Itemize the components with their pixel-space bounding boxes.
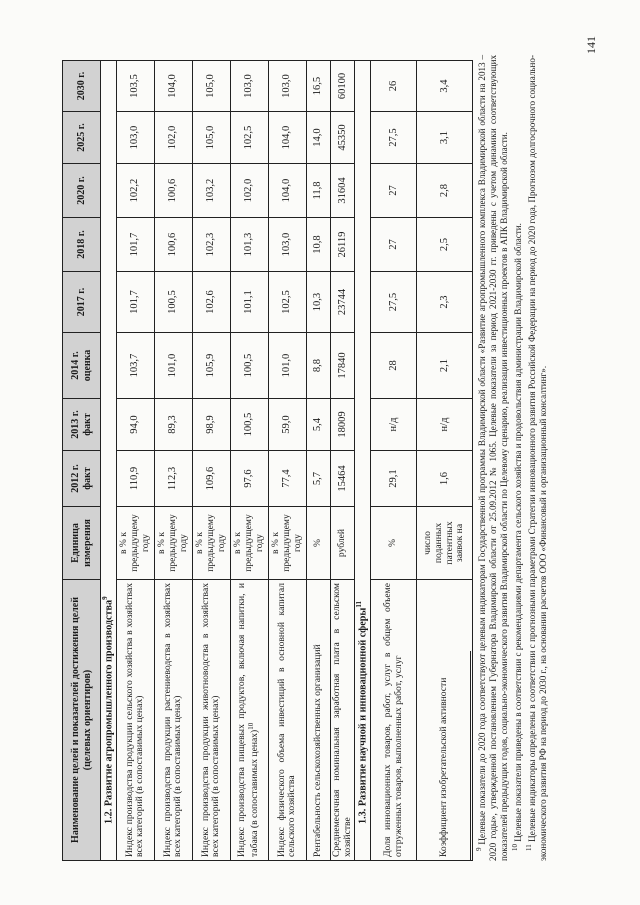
header-name: Наименование целей и показателей достижения целей (целевых ориентиров) — [63, 580, 101, 861]
value-cell: 1,6 — [417, 451, 473, 507]
value-cell: н/д — [371, 399, 417, 451]
value-cell: 2,8 — [417, 164, 473, 218]
indicator-name: Среднемесячная номинальная заработная плата в сельском хозяйстве — [330, 583, 353, 857]
table-row — [417, 61, 473, 861]
value-cell: 112,3 — [154, 451, 192, 507]
footnote-text: Целевые показатели приведены в соответствии с рекомендациями департамента сельского хозяйства и продовольствия администрации Владимирской области. — [512, 223, 523, 842]
indicator-name-cell — [230, 580, 268, 861]
indicator-name: Индекс производства продукции растениеводства в хозяйствах всех категорий (в сопоставимых ценах) — [161, 583, 184, 857]
header-2017: 2017 г. — [63, 272, 101, 333]
section-row — [101, 61, 117, 861]
page-number: 141 — [584, 36, 598, 54]
indicator-name: Индекс производства пищевых продуктов, включая напитки, и табака (в сопоставимых ценах) — [236, 583, 261, 857]
indicator-name: Индекс физического объема инвестиций в основной капитал сельского хозяйства — [275, 583, 298, 857]
value-cell: 100,6 — [154, 164, 192, 218]
footnote-mark: 10 — [510, 844, 519, 851]
footnotes — [470, 55, 550, 861]
value-cell: 102,5 — [268, 272, 306, 333]
value-cell: 100,5 — [230, 333, 268, 399]
value-cell: 18009 — [330, 399, 354, 451]
value-cell: 101,0 — [268, 333, 306, 399]
value-cell: 10,8 — [306, 218, 330, 272]
footnote-text: Целевые индикаторы определены в соответствии с прогнозными параметрами Стратегии инновационного развития Российской Федерации на период до 2020 года, Прогнозом долгосрочного социально-экономического развития РФ на период до 2030 г., на основании расчетов ООО «Финансовый и организационный консалтинг». — [526, 55, 548, 861]
unit-cell: % — [371, 507, 417, 580]
unit-cell: рублей — [330, 507, 354, 580]
indicators-table — [62, 60, 473, 861]
value-cell: 103,0 — [268, 61, 306, 112]
value-cell: 103,5 — [116, 61, 154, 112]
table-header-row — [63, 61, 101, 861]
value-cell: 5,4 — [306, 399, 330, 451]
header-2030: 2030 г. — [63, 61, 101, 112]
value-cell: 16,5 — [306, 61, 330, 112]
value-cell: 104,0 — [268, 112, 306, 164]
value-cell: 5,7 — [306, 451, 330, 507]
value-cell: 103,2 — [192, 164, 230, 218]
indicator-name-cell — [268, 580, 306, 861]
header-2013: 2013 г. факт — [63, 399, 101, 451]
value-cell: 98,9 — [192, 399, 230, 451]
value-cell: 97,6 — [230, 451, 268, 507]
section-title-cell — [101, 61, 117, 861]
table-row — [371, 61, 417, 861]
indicator-name: Коэффициент изобретательской активности — [438, 677, 450, 857]
value-cell: 77,4 — [268, 451, 306, 507]
header-unit: Единица измерения — [63, 507, 101, 580]
footnote-mark: 9 — [475, 847, 483, 851]
value-cell: 26 — [371, 61, 417, 112]
value-cell: 101,0 — [154, 333, 192, 399]
indicator-name-cell — [306, 580, 330, 861]
value-cell: 89,3 — [154, 399, 192, 451]
value-cell: 27 — [371, 218, 417, 272]
indicator-name-cell — [330, 580, 354, 861]
footnote-divider — [470, 651, 471, 861]
value-cell: 100,5 — [230, 399, 268, 451]
value-cell: 110,9 — [116, 451, 154, 507]
value-cell: 101,1 — [230, 272, 268, 333]
value-cell: 31604 — [330, 164, 354, 218]
value-cell: 105,9 — [192, 333, 230, 399]
table-row — [306, 61, 330, 861]
unit-cell: в % к предыдущему году — [192, 507, 230, 580]
value-cell: 104,0 — [154, 61, 192, 112]
value-cell: 28 — [371, 333, 417, 399]
value-cell: 102,0 — [230, 164, 268, 218]
table-row — [268, 61, 306, 861]
value-cell: 2,1 — [417, 333, 473, 399]
section-title: 1.3. Развитие научной и инновационной сферы — [357, 607, 369, 824]
value-cell: 105,0 — [192, 61, 230, 112]
value-cell: 103,0 — [230, 61, 268, 112]
value-cell: 15464 — [330, 451, 354, 507]
table-row — [154, 61, 192, 861]
value-cell: 29,1 — [371, 451, 417, 507]
footnote-10 — [511, 55, 524, 861]
header-2020: 2020 г. — [63, 164, 101, 218]
value-cell: 27 — [371, 164, 417, 218]
table-row — [116, 61, 154, 861]
unit-cell: число поданных патентных заявок на — [417, 507, 473, 580]
value-cell: 105,0 — [192, 112, 230, 164]
value-cell: 109,6 — [192, 451, 230, 507]
value-cell: 103,7 — [116, 333, 154, 399]
header-2012: 2012 г. факт — [63, 451, 101, 507]
value-cell: 27,5 — [371, 272, 417, 333]
unit-cell: в % к предыдущему году — [116, 507, 154, 580]
value-cell: 102,6 — [192, 272, 230, 333]
value-cell: 101,3 — [230, 218, 268, 272]
footnote-mark: 11 — [524, 844, 533, 851]
unit-cell: в % к предыдущему году — [268, 507, 306, 580]
unit-cell: в % к предыдущему году — [154, 507, 192, 580]
footnote-ref: 11 — [355, 601, 364, 608]
value-cell: 26119 — [330, 218, 354, 272]
indicator-name-cell — [417, 580, 473, 861]
section-title-cell — [355, 61, 371, 861]
value-cell: 2,5 — [417, 218, 473, 272]
value-cell: 8,8 — [306, 333, 330, 399]
value-cell: н/д — [417, 399, 473, 451]
value-cell: 45350 — [330, 112, 354, 164]
value-cell: 11,8 — [306, 164, 330, 218]
footnote-9 — [475, 55, 510, 861]
value-cell: 3,1 — [417, 112, 473, 164]
value-cell: 17840 — [330, 333, 354, 399]
value-cell: 60100 — [330, 61, 354, 112]
value-cell: 101,7 — [116, 218, 154, 272]
footnote-ref: 10 — [247, 722, 256, 730]
table-row — [230, 61, 268, 861]
table-row — [330, 61, 354, 861]
indicator-name-cell — [192, 580, 230, 861]
value-cell: 102,5 — [230, 112, 268, 164]
footnote-11 — [525, 55, 549, 861]
value-cell: 104,0 — [268, 164, 306, 218]
header-2025: 2025 г. — [63, 112, 101, 164]
value-cell: 102,2 — [116, 164, 154, 218]
value-cell: 103,0 — [116, 112, 154, 164]
value-cell: 101,7 — [116, 272, 154, 333]
indicator-name-cell — [154, 580, 192, 861]
indicator-name-cell — [116, 580, 154, 861]
value-cell: 14,0 — [306, 112, 330, 164]
value-cell: 103,0 — [268, 218, 306, 272]
value-cell: 59,0 — [268, 399, 306, 451]
value-cell: 10,3 — [306, 272, 330, 333]
value-cell: 102,0 — [154, 112, 192, 164]
value-cell: 100,5 — [154, 272, 192, 333]
section-row — [355, 61, 371, 861]
value-cell: 23744 — [330, 272, 354, 333]
footnote-ref: 9 — [101, 596, 109, 600]
value-cell: 3,4 — [417, 61, 473, 112]
indicator-name: Рентабельность сельскохозяйственных организаций — [311, 644, 323, 857]
indicator-name: Индекс производства продукции животноводства в хозяйствах всех категорий (в сопоставимых ценах) — [199, 583, 222, 857]
value-cell: 94,0 — [116, 399, 154, 451]
indicator-name-cell — [371, 580, 417, 861]
header-2014: 2014 г. оценка — [63, 333, 101, 399]
indicator-name: Доля инновационных товаров, работ, услуг в общем объеме отгруженных товаров, выполненных работ, услуг — [381, 583, 404, 857]
section-title: 1.2. Развитие агропромышленного производства — [103, 599, 115, 824]
footnote-text: Целевые показатели до 2020 года соответствуют целевым индикаторам Государственной программы Владимирской области «Развитие агропромышленного комплекса Владимирской области на 2013 – 2020 годы», утвержденной постановлением Губернатора Владимирской области от 25.09.2012 № 1065. Целевые показатели за период 2021-2030 гг. приведены с учетом динамики соответствующих показателей предыдущих годов, социально-экономического развития Владимирской области по Целевому сценарию, реализации инвестиционных проектов в АПК Владимирской области. — [477, 55, 509, 861]
value-cell: 2,3 — [417, 272, 473, 333]
table-row — [192, 61, 230, 861]
value-cell: 102,3 — [192, 218, 230, 272]
header-2018: 2018 г. — [63, 218, 101, 272]
indicator-name: Индекс производства продукции сельского хозяйства в хозяйствах всех категорий (в сопоставимых ценах) — [123, 583, 146, 857]
value-cell: 100,6 — [154, 218, 192, 272]
value-cell: 27,5 — [371, 112, 417, 164]
unit-cell: % — [306, 507, 330, 580]
unit-cell: в % к предыдущему году — [230, 507, 268, 580]
